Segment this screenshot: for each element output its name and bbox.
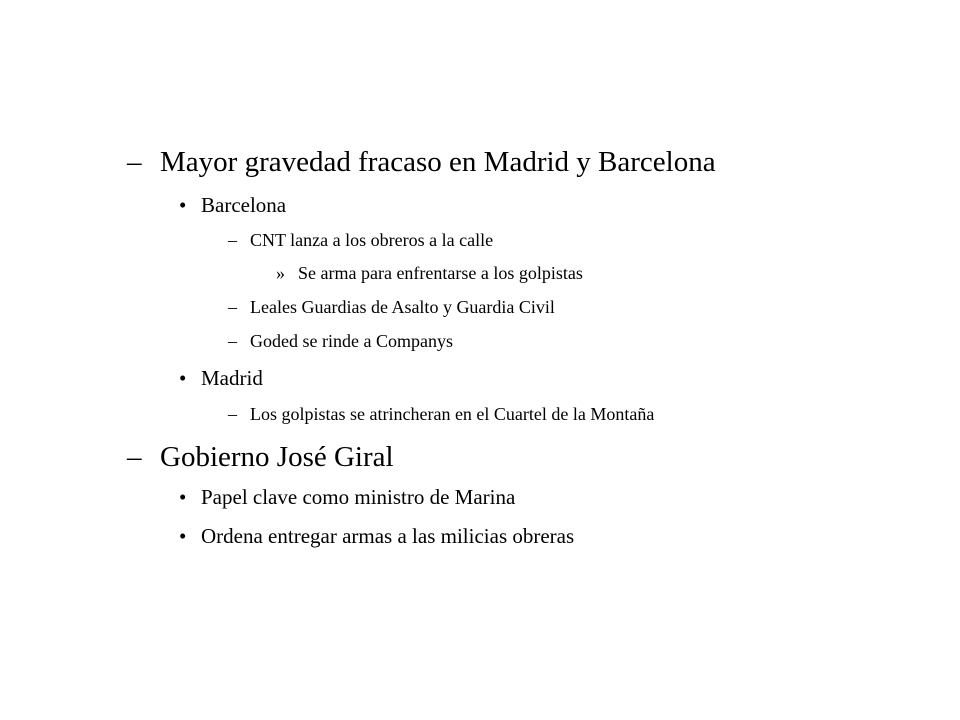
outline-item-level3 (228, 230, 494, 250)
outline-item-level2 (179, 485, 516, 509)
dash-bullet: – (228, 331, 237, 351)
dash-bullet: – (127, 441, 142, 473)
outline-item-text: Madrid (201, 366, 263, 390)
dash-bullet: – (228, 404, 237, 424)
chevron-bullet: » (276, 263, 285, 283)
outline-item-text: Se arma para enfrentarse a los golpistas (298, 263, 583, 283)
dot-bullet: • (179, 193, 187, 217)
outline-item-text: Los golpistas se atrincheran en el Cuartel de la Montaña (250, 404, 655, 424)
outline-item-text: Mayor gravedad fracaso en Madrid y Barcelona (160, 146, 716, 178)
dot-bullet: • (179, 524, 187, 548)
outline-item-text: Ordena entregar armas a las milicias obreras (201, 524, 575, 548)
outline-item-level3 (228, 404, 655, 424)
outline-item-level3 (228, 297, 555, 317)
dash-bullet: – (228, 297, 237, 317)
outline-item-level2 (179, 366, 263, 390)
dash-bullet: – (127, 146, 142, 178)
outline-item-text: Goded se rinde a Companys (250, 331, 453, 351)
outline-item-level1 (127, 441, 394, 473)
outline-item-level4 (276, 263, 583, 283)
dot-bullet: • (179, 366, 187, 390)
outline-item-text: Barcelona (201, 193, 287, 217)
outline-item-level2 (179, 193, 287, 217)
outline-item-level1 (127, 146, 716, 178)
dash-bullet: – (228, 230, 237, 250)
outline-item-level2 (179, 524, 575, 548)
outline-item-level3 (228, 331, 453, 351)
outline-item-text: Leales Guardias de Asalto y Guardia Civil (250, 297, 555, 317)
outline-item-text: CNT lanza a los obreros a la calle (250, 230, 494, 250)
outline-item-text: Gobierno José Giral (160, 441, 394, 473)
outline-item-text: Papel clave como ministro de Marina (201, 485, 516, 509)
dot-bullet: • (179, 485, 187, 509)
